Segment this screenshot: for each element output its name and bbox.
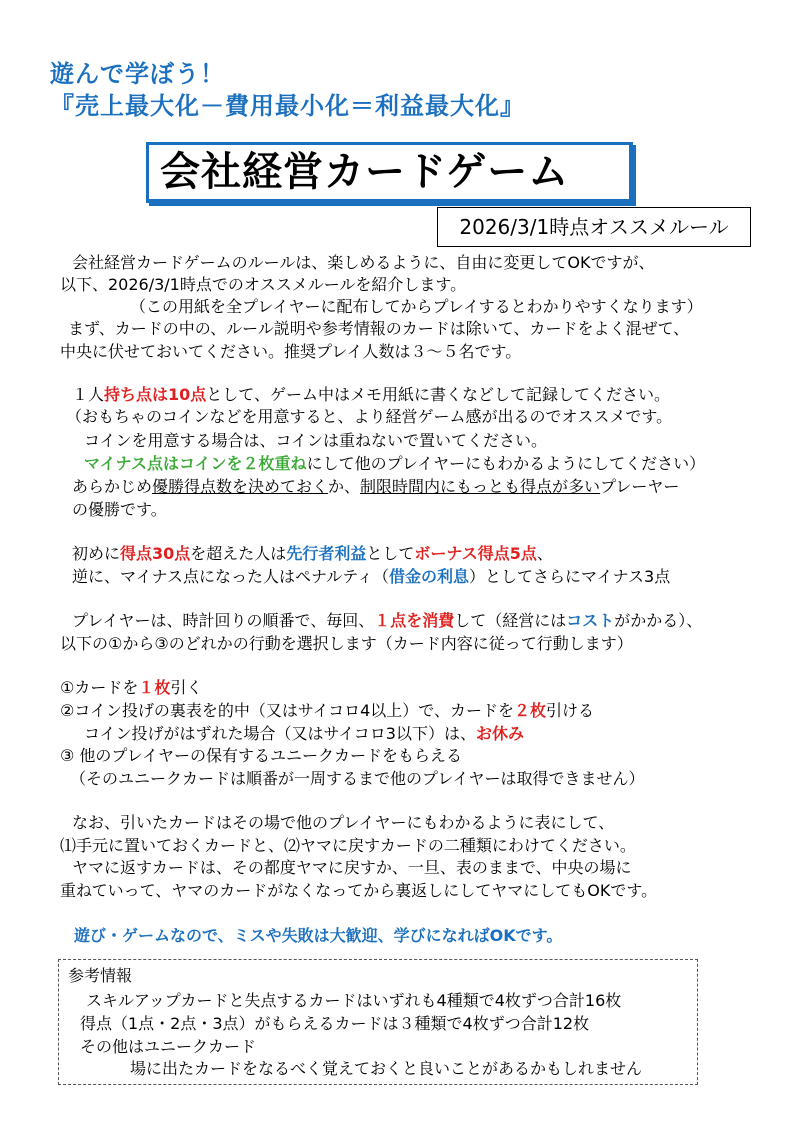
bonus-text: として	[366, 544, 415, 563]
bonus-text: 、	[536, 544, 553, 563]
closing-message: 遊び・ゲームなので、ミスや失敗は大歓迎、学びになればOKです。	[74, 926, 563, 945]
one-card: １枚	[138, 678, 171, 697]
points-line-3: コインを用意する場合は、コインは重ねないで置いてください。	[84, 431, 548, 450]
draw-line-1: なお、引いたカードはその場で他のプレイヤーにもわかるように表にして、	[72, 813, 615, 832]
draw-line-4: 重ねていって、ヤマのカードがなくなってから裏返しにしてヤマにしてもOKです。	[60, 881, 658, 900]
bonus-text: 初めに	[72, 544, 121, 563]
reference-line-3: その他はユニークカード	[80, 1037, 257, 1056]
points-line-4	[84, 453, 705, 475]
action-text: ①カードを	[60, 678, 139, 697]
action-text: 引く	[170, 678, 203, 697]
reference-line-4: 場に出たカードをなるべく覚えておくと良いことがあるかもしれません	[130, 1059, 643, 1078]
action-2-miss	[84, 723, 524, 745]
draw-line-3: ヤマに返すカードは、その都度ヤマに戻すか、一旦、表のままで、中央の場に	[72, 858, 632, 877]
bonus-text: 逆に、マイナス点になった人はペナルティ（	[72, 567, 389, 586]
bonus-text: を超えた人は	[190, 544, 287, 563]
turn-text: プレイヤーは、時計回りの順番で、毎回、	[72, 611, 375, 630]
action-3-note: （そのユニークカードは順番が一周するまで他のプレイヤーは取得できません）	[70, 769, 645, 788]
turn-line-2: 以下の①から③のどれかの行動を選択します（カード内容に従って行動します）	[60, 634, 633, 653]
bonus-line-1	[72, 543, 553, 565]
skip-turn: お休み	[475, 724, 524, 743]
turn-line-1	[72, 610, 702, 632]
intro-line-3: （この用紙を全プレイヤーに配布してからプレイするとわかりやすくなります）	[130, 297, 703, 316]
points-text: プレーヤー	[600, 477, 680, 496]
minus-coin-rule: マイナス点はコインを２枚重ね	[84, 454, 307, 473]
debt-interest: 借金の利息	[388, 567, 469, 586]
intro-line-2: 以下、2026/3/1時点でのオススメルールを紹介します。	[60, 275, 467, 294]
turn-text: して（経営には	[454, 611, 567, 630]
action-text: コイン投げがはずれた場合（又はサイコロ3以下）は、	[84, 724, 476, 743]
points-line-5	[72, 476, 679, 498]
turn-text: がかかる）、	[614, 611, 703, 630]
intro-line-1: 会社経営カードゲームのルールは、楽しめるように、自由に変更してOKですが、	[72, 253, 655, 272]
points-text: あらかじめ	[72, 477, 153, 496]
bonus-text: ）としてさらにマイナス3点	[468, 567, 671, 586]
action-2	[60, 700, 594, 722]
points-highlight: 持ち点は10点	[104, 385, 207, 404]
points-text: か、	[328, 477, 361, 496]
first-mover-advantage: 先行者利益	[286, 544, 367, 563]
points-line-6: の優勝です。	[72, 500, 167, 519]
draw-line-2: ⑴手元に置いておくカードと、⑵ヤマに戻すカードの二種類にわけてください。	[60, 836, 636, 855]
header-tagline: 遊んで学ぼう！	[50, 60, 225, 88]
points-line-1	[72, 384, 670, 406]
points-text: １人	[72, 385, 105, 404]
points-text: として、ゲーム中はメモ用紙に書くなどして記録してください。	[206, 385, 670, 404]
win-score-rule: 優勝得点数を決めておく	[152, 477, 329, 496]
reference-line-2: 得点（1点・2点・3点）がもらえるカードは３種類で4枚ずつ合計12枚	[80, 1014, 590, 1033]
reference-title: 参考情報	[68, 966, 133, 985]
reference-line-1: スキルアップカードと失点するカードはいずれも4種類で4枚ずつ合計16枚	[86, 991, 622, 1010]
bonus-points: ボーナス得点5点	[414, 544, 537, 563]
action-1	[60, 677, 202, 699]
two-cards: ２枚	[513, 701, 546, 720]
bonus-line-2	[72, 566, 670, 588]
intro-line-5: 中央に伏せておいてください。推奨プレイ人数は３～５名です。	[60, 342, 522, 361]
date-rule-badge: 2026/3/1時点オススメルール	[437, 207, 751, 247]
action-text: 引ける	[545, 701, 594, 720]
points-text: にして他のプレイヤーにもわかるようにしてください）	[306, 454, 706, 473]
points-line-2: （おもちゃのコインなどを用意すると、より経営ゲーム感が出るのでオススメです。	[66, 407, 673, 426]
time-limit-rule: 制限時間内にもっとも得点が多い	[360, 477, 601, 496]
cost-word: コスト	[566, 611, 615, 630]
action-3: ③ 他のプレイヤーの保有するユニークカードをもらえる	[60, 746, 462, 765]
header-formula: 『売上最大化－費用最小化＝利益最大化』	[50, 92, 525, 120]
action-text: ②コイン投げの裏表を的中（又はサイコロ4以上）で、カードを	[60, 701, 514, 720]
page-title: 会社経営カードゲーム	[160, 149, 570, 195]
spend-point: １点を消費	[374, 611, 455, 630]
bonus-highlight: 得点30点	[120, 544, 191, 563]
intro-line-4: まず、カードの中の、ルール説明や参考情報のカードは除いて、カードをよく混ぜて、	[68, 319, 690, 338]
